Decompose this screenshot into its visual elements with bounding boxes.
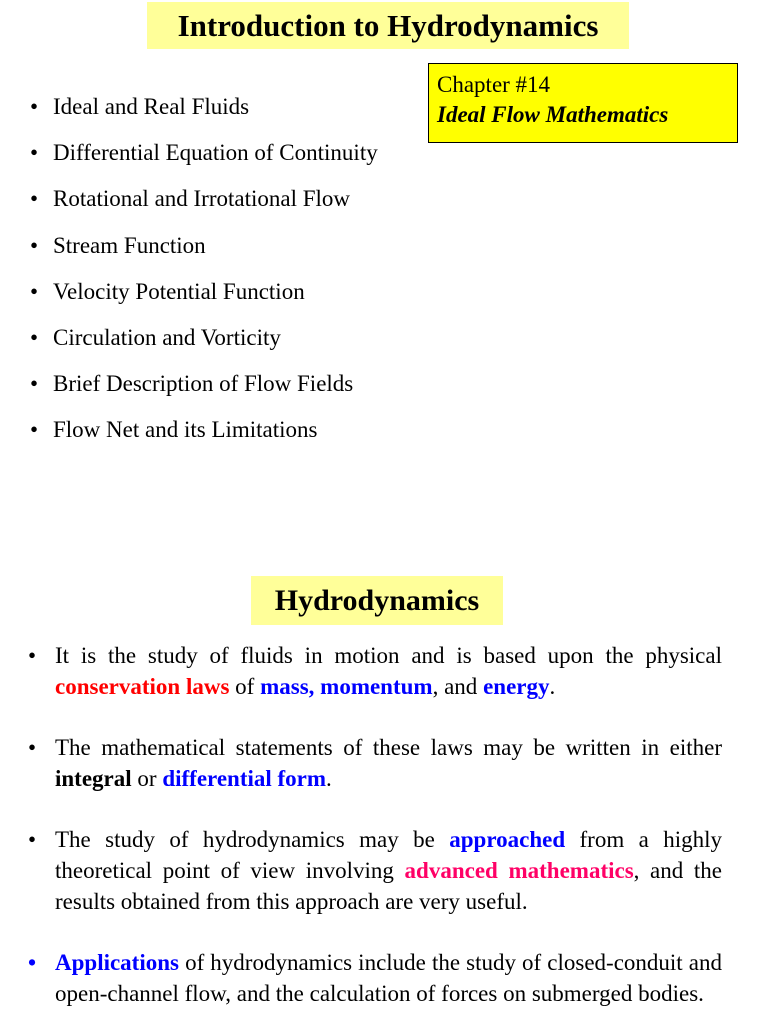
highlight-mass-momentum: mass, momentum bbox=[260, 674, 433, 699]
text: , and bbox=[432, 674, 484, 699]
bullet: • bbox=[30, 140, 39, 166]
topic-text: Velocity Potential Function bbox=[53, 278, 305, 304]
topic-text: Flow Net and its Limitations bbox=[53, 417, 318, 443]
list-item bbox=[30, 84, 378, 130]
text: . bbox=[549, 674, 556, 699]
text: The study of hydrodynamics may be bbox=[55, 827, 450, 852]
list-item bbox=[30, 407, 378, 453]
bullet: • bbox=[28, 643, 37, 668]
bullet: • bbox=[28, 735, 37, 760]
highlight-integral: integral bbox=[55, 766, 132, 791]
slide-title: Introduction to Hydrodynamics bbox=[147, 2, 629, 49]
text: of hydrodynamics include the study of closed-conduit and open-channel flow, and the calculation of forces on submerged bodies. bbox=[55, 950, 722, 1006]
bullet: • bbox=[28, 827, 37, 852]
highlight-advanced-mathematics: advanced mathematics bbox=[404, 858, 634, 883]
highlight-applications: Applications bbox=[55, 950, 179, 975]
highlight-conservation-laws: conservation laws bbox=[55, 674, 230, 699]
bullet: • bbox=[30, 186, 39, 212]
text: of bbox=[229, 674, 261, 699]
chapter-subtitle: Ideal Flow Mathematics bbox=[437, 102, 669, 127]
list-item bbox=[30, 223, 378, 269]
bullet: • bbox=[28, 950, 37, 975]
section-title: Hydrodynamics bbox=[251, 576, 503, 625]
list-item bbox=[30, 130, 378, 176]
bullet: • bbox=[30, 278, 39, 304]
bullet: • bbox=[30, 324, 39, 350]
text: from a highly theoretical point of view involving bbox=[55, 827, 722, 883]
topic-text: Brief Description of Flow Fields bbox=[53, 371, 354, 397]
paragraph-approach bbox=[28, 824, 722, 917]
list-item bbox=[30, 361, 378, 407]
topic-text: Stream Function bbox=[53, 232, 206, 258]
highlight-energy: energy bbox=[483, 674, 550, 699]
list-item bbox=[30, 176, 378, 222]
paragraph-statements bbox=[28, 732, 722, 794]
topic-text: Ideal and Real Fluids bbox=[53, 94, 250, 119]
paragraph-definition bbox=[28, 640, 722, 702]
topic-text: Circulation and Vorticity bbox=[53, 324, 281, 350]
topic-text: Rotational and Irrotational Flow bbox=[53, 186, 351, 212]
text: , and the results obtained from this approach are very useful. bbox=[55, 858, 722, 914]
bullet: • bbox=[30, 232, 39, 258]
topic-list bbox=[30, 84, 378, 454]
paragraph-applications bbox=[28, 947, 722, 1009]
text: It is the study of fluids in motion and is based upon the physical bbox=[55, 643, 722, 668]
list-item bbox=[30, 269, 378, 315]
text: The mathematical statements of these laws may be written in either bbox=[55, 735, 722, 760]
text: . bbox=[326, 766, 332, 791]
topic-text: Differential Equation of Continuity bbox=[53, 140, 378, 166]
chapter-label: Chapter #14 bbox=[437, 72, 551, 97]
chapter-box bbox=[428, 63, 738, 143]
highlight-approached: approached bbox=[449, 827, 566, 852]
bullet: • bbox=[30, 94, 39, 119]
bullet: • bbox=[30, 417, 39, 443]
list-item bbox=[30, 315, 378, 361]
text: or bbox=[131, 766, 163, 791]
highlight-differential-form: differential form bbox=[162, 766, 327, 791]
bullet: • bbox=[30, 371, 39, 397]
